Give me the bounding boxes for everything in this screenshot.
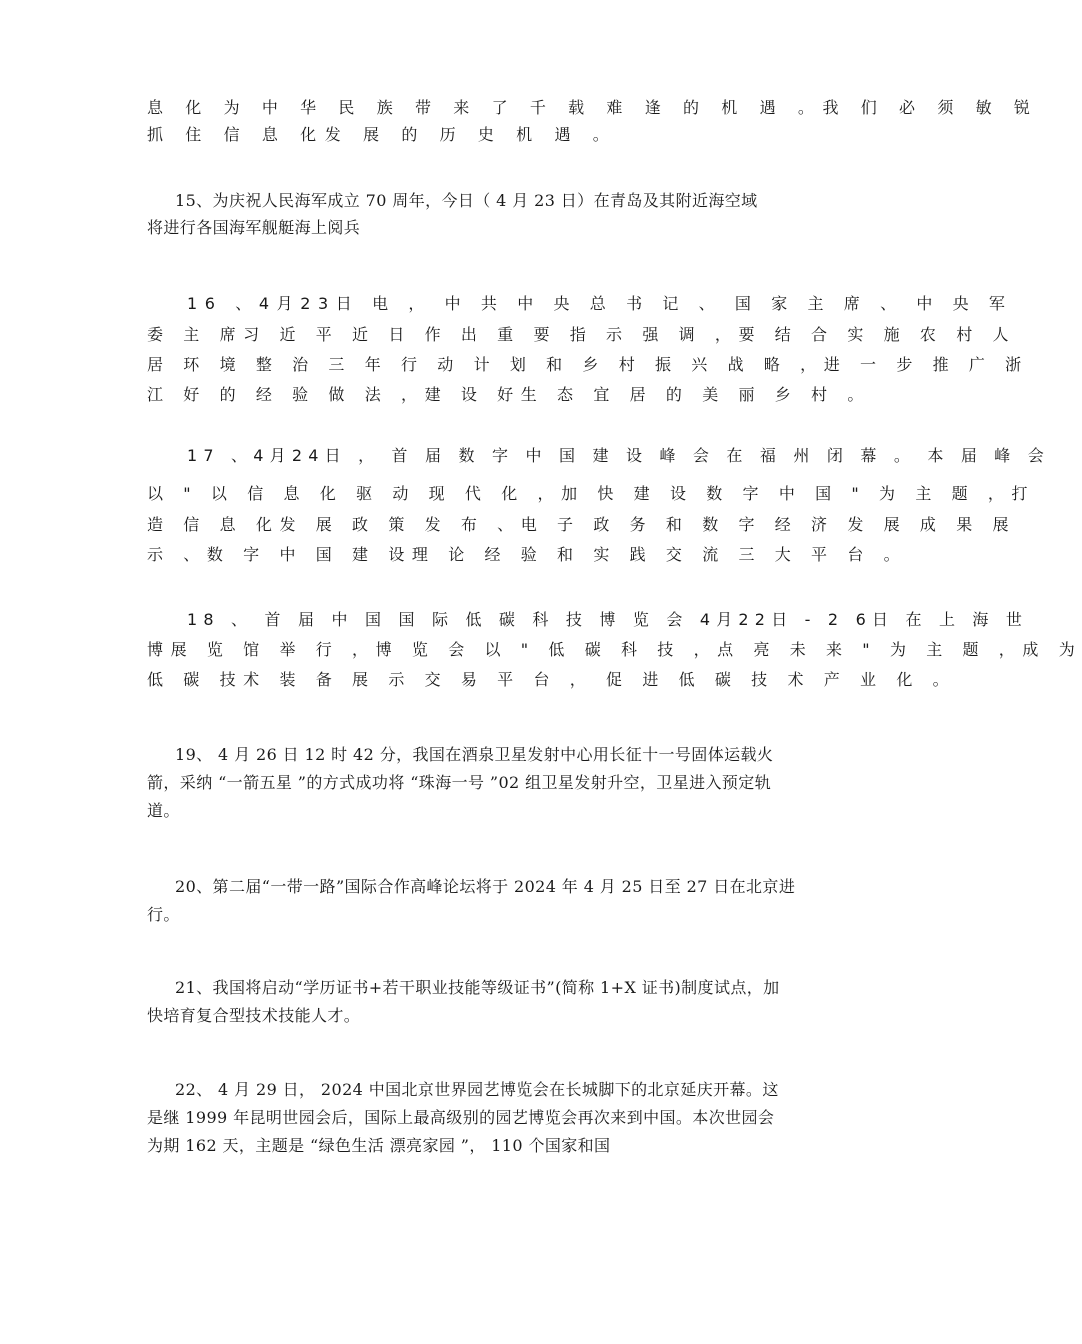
paragraph-1-line-0: 15、为庆祝人民海军成立 70 周年，今日（ 4 月 23 日）在青岛及其附近海空域 (175, 191, 758, 210)
paragraph-3-line-1: 以 " 以 信 息 化 驱 动 现 代 化 ，加 快 建 设 数 字 中 国 " 为 主 题 ，打 (147, 484, 1036, 503)
paragraph-2-line-0: 16 、4月23日 电 ， 中 共 中 央 总 书 记 、 国 家 主 席 、 中 央 军 (187, 294, 1013, 313)
paragraph-2-line-2: 居 环 境 整 治 三 年 行 动 计 划 和 乡 村 振 兴 战 略 ，进 一 步 推 广 浙 (147, 355, 1029, 374)
paragraph-0-line-0: 息 化 为 中 华 民 族 带 来 了 千 载 难 逢 的 机 遇 。我 们 必 须 敏 锐 (147, 98, 1039, 117)
paragraph-5-line-0: 19、 4 月 26 日 12 时 42 分，我国在酒泉卫星发射中心用长征十一号固体运载火 (175, 745, 774, 764)
paragraph-7-line-1: 快培育复合型技术技能人才。 (147, 1006, 361, 1025)
paragraph-8-line-2: 为期 162 天，主题是 “绿色生活 漂亮家园 ”， 110 个国家和国 (147, 1136, 611, 1155)
paragraph-2-line-3: 江 好 的 经 验 做 法 ，建 设 好生 态 宜 居 的 美 丽 乡 村 。 (147, 385, 871, 404)
paragraph-5-line-1: 箭，采纳 “一箭五星 ”的方式成功将 “珠海一号 ”02 组卫星发射升空，卫星进入预定轨 (147, 773, 772, 792)
paragraph-0-line-1: 抓 住 信 息 化发 展 的 历 史 机 遇 。 (147, 125, 618, 144)
paragraph-1-line-1: 将进行各国海军舰艇海上阅兵 (147, 218, 361, 237)
paragraph-3-line-0: 17 、4月24日 ， 首 届 数 字 中 国 建 设 峰 会 在 福 州 闭 幕 。 本 届 峰 会 (187, 446, 1050, 465)
paragraph-8-line-1: 是继 1999 年昆明世园会后，国际上最高级别的园艺博览会再次来到中国。本次世园会 (147, 1108, 775, 1127)
paragraph-6-line-0: 20、第二届“一带一路”国际合作高峰论坛将于 2024 年 4 月 25 日至 27 日在北京进 (175, 877, 796, 896)
paragraph-3-line-3: 示 、数 字 中 国 建 设理 论 经 验 和 实 践 交 流 三 大 平 台 。 (147, 545, 908, 564)
paragraph-8-line-0: 22、 4 月 29 日， 2024 中国北京世界园艺博览会在长城脚下的北京延庆开幕。这 (175, 1080, 779, 1099)
paragraph-7-line-0: 21、我国将启动“学历证书+若干职业技能等级证书”(简称 1+X 证书)制度试点，加 (175, 978, 780, 997)
paragraph-5-line-2: 道。 (147, 801, 180, 820)
paragraph-6-line-1: 行。 (147, 905, 180, 924)
paragraph-3-line-2: 造 信 息 化发 展 政 策 发 布 、电 子 政 务 和 数 字 经 济 发 展 成 果 展 (147, 515, 1017, 534)
paragraph-4-line-1: 博展 览 馆 举 行 ，博 览 会 以 " 低 碳 科 技 ，点 亮 未 来 " 为 主 题 ，成 为 (147, 640, 1082, 659)
paragraph-4-line-0: 18 、 首 届 中 国 国 际 低 碳 科 技 博 览 会 4月22日 - 2 6日 在 上 海 世 (187, 610, 1029, 629)
paragraph-4-line-2: 低 碳 技术 装 备 展 示 交 易 平 台 ， 促 进 低 碳 技 术 产 业 化 。 (147, 670, 957, 689)
paragraph-2-line-1: 委 主 席习 近 平 近 日 作 出 重 要 指 示 强 调 ，要 结 合 实 施 农 村 人 (147, 325, 1017, 344)
